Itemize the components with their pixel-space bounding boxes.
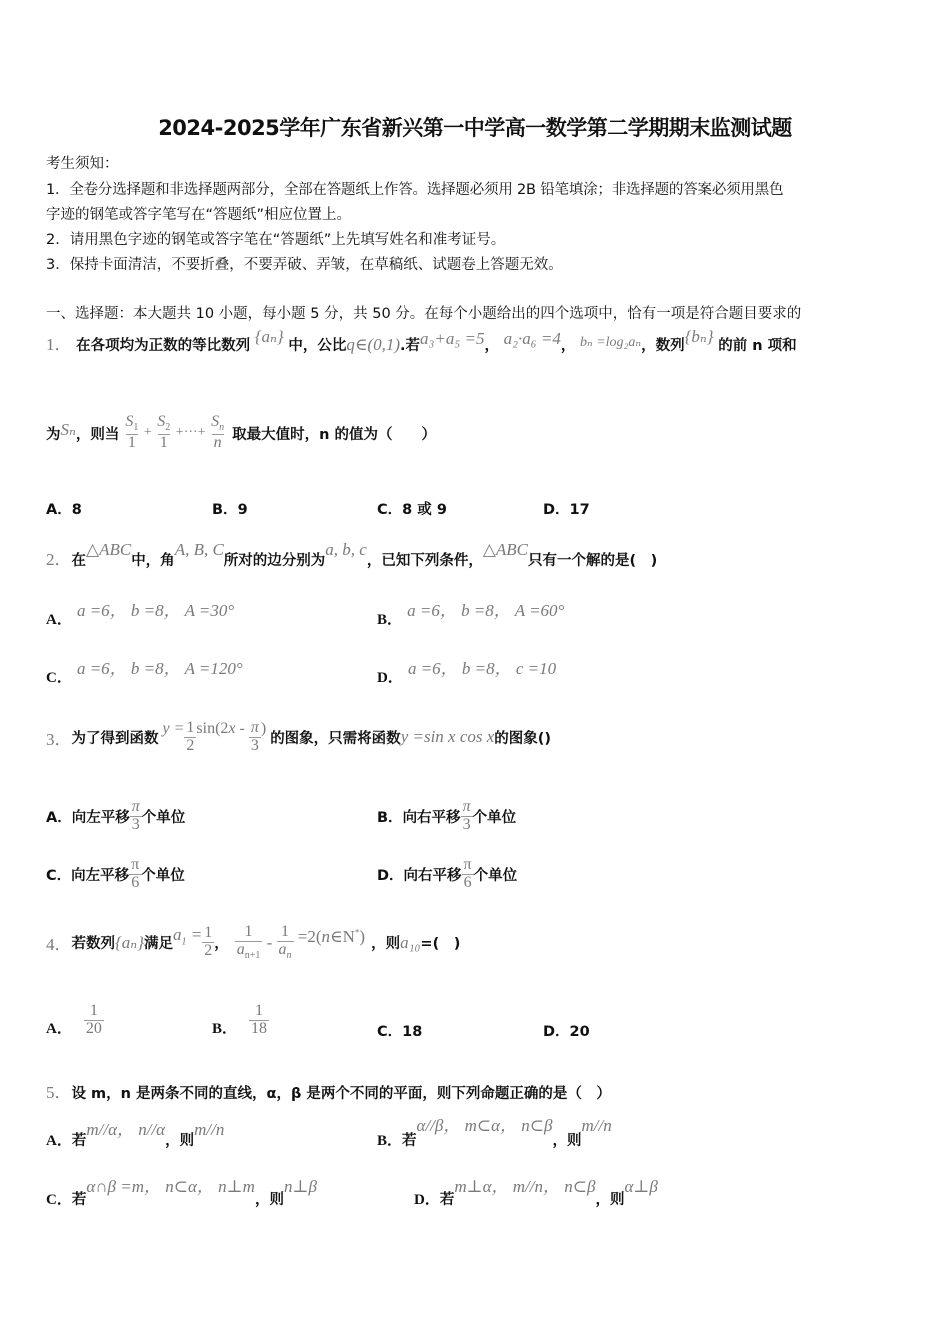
section-heading: 一、选择题：本大题共 10 小题，每小题 5 分，共 50 分。在每个小题给出的四个选项中，恰有一项是符合题目要求的 [46, 306, 802, 322]
fraction-half: $\frac{1}{2}$ [204, 924, 213, 959]
q5-option-d[interactable]: D．若m⊥α， m//n， n⊂β，则α⊥β [414, 1177, 658, 1208]
q1-option-a[interactable]: A．8 [46, 502, 82, 518]
fraction-s1: $\frac{S_1}{1}$ [125, 413, 139, 451]
math-expr: {bₙ} [684, 327, 714, 346]
q3-option-a[interactable]: A． 向左平移 $\frac{\pi}{3}$ 个单位 [46, 797, 186, 833]
fraction-pi-3: $\frac{\pi}{3}$ [131, 797, 140, 833]
q1-option-b[interactable]: B．9 [212, 502, 248, 518]
question-2-stem: 2．在△ABC中，角A, B, C所对的边分别为a, b, c，已知下列条件，△ABC只有一个解的是( ) [46, 540, 658, 569]
q3-option-c[interactable]: C． 向左平移 $\frac{\pi}{6}$ 个单位 [46, 855, 185, 891]
math-expr: bₙ =log₂aₙ [580, 335, 642, 350]
q4-option-b[interactable]: B． $\frac{1}{18}$ [212, 1002, 268, 1038]
notice-item-1-cont: 字迹的钢笔或答字笔写在“答题纸”相应位置上。 [46, 207, 352, 223]
math-expr: a₁₀ [400, 932, 421, 952]
fraction-pi-3: $\frac{\pi}{3}$ [250, 718, 259, 754]
fraction-pi-3: $\frac{\pi}{3}$ [462, 797, 471, 833]
math-expr: △ABC [86, 540, 132, 559]
q2-option-d[interactable]: D． a =6， b =8， c =10 [377, 659, 557, 686]
question-3-stem: 3． 为了得到函数 y = $\frac{1}{2}$ sin(2x - $\frac{\pi}{3}$ ) 的图象，只需将函数 y =sin x cos x 的图象() [46, 718, 552, 754]
notice-item-3: 3．保持卡面清洁，不要折叠，不要弄破、弄皱，在草稿纸、试题卷上答题无效。 [46, 257, 563, 273]
q2-option-c[interactable]: C． a =6， b =8， A =120° [46, 659, 243, 686]
question-1-line-1: 1． 在各项均为正数的等比数列 {aₙ} 中，公比q∈(0,1).若a₃+a₅ =5， a₂·a₆ =4， bₙ =log₂aₙ，数列{bₙ} 的前 n 项和 [46, 327, 797, 354]
fraction-sn: $\frac{S_n}{n}$ [211, 413, 225, 451]
math-expr: A, B, C [174, 540, 224, 559]
math-expr: {aₙ} [115, 932, 144, 952]
fraction-pi-6: $\frac{\pi}{6}$ [131, 855, 140, 891]
math-expr: a₂·a₆ =4 [503, 329, 561, 348]
notice-item-2: 2．请用黑色字迹的钢笔或答字笔在“答题纸”上先填写姓名和准考证号。 [46, 232, 506, 248]
q4-option-d[interactable]: D．20 [543, 1024, 590, 1040]
page-title: 2024-2025学年广东省新兴第一中学高一数学第二学期期末监测试题 [158, 116, 792, 140]
q5-option-b[interactable]: B．若α//β， m⊂α， n⊂β，则m//n [377, 1116, 612, 1149]
q4-option-c[interactable]: C．18 [377, 1024, 423, 1040]
q5-option-c[interactable]: C．若α∩β =m， n⊂α， n⊥m，则n⊥β [46, 1177, 317, 1208]
math-expr: Sₙ [60, 420, 76, 439]
q1-option-d[interactable]: D．17 [543, 502, 590, 518]
fraction-s2: $\frac{S_2}{1}$ [157, 413, 171, 451]
fraction-pi-6: $\frac{\pi}{6}$ [463, 855, 472, 891]
q2-option-b[interactable]: B． a =6， b =8， A =60° [377, 601, 565, 628]
question-5-stem: 5．设 m，n 是两条不同的直线，α，β 是两个不同的平面，则下列命题正确的是（ ） [46, 1083, 611, 1102]
math-expr: a₃+a₅ =5 [420, 329, 485, 348]
fraction-1-over-an: $\frac{1}{a_n}$ [278, 922, 292, 961]
q4-option-a[interactable]: A． $\frac{1}{20}$ [46, 1002, 102, 1038]
math-expr: {aₙ} [254, 327, 284, 346]
math-expr: △ABC [482, 540, 529, 559]
math-expr: q∈(0,1) [346, 335, 400, 354]
q3-option-d[interactable]: D． 向右平移 $\frac{\pi}{6}$ 个单位 [377, 855, 518, 891]
notice-heading: 考生须知： [46, 156, 119, 172]
question-number: 1． [46, 335, 72, 354]
question-1-line-2: 为 Sₙ ，则当 $\frac{S_1}{1}$ + $\frac{S_2}{1}$ +···+ $\frac{S_n}{n}$ 取最大值时，n 的值为（ ） [46, 413, 436, 451]
question-4-stem: 4． 若数列 {aₙ} 满足 $a_1$ = $\frac{1}{2}$ ， $\frac{1}{a_{n+1}}$ - $\frac{1}{a_n}$ =2(n∈N*) ，则 a₁₀ =( ) [46, 922, 461, 961]
fraction-1-over-an1: $\frac{1}{a_{n+1}}$ [236, 922, 261, 961]
notice-item-1: 1．全卷分选择题和非选择题两部分，全部在答题纸上作答。选择题必须用 2B 铅笔填涂；非选择题的答案必须用黑色 [46, 182, 784, 198]
q1-option-c[interactable]: C．8 或 9 [377, 502, 447, 518]
math-expr: y =sin x cos x [400, 727, 495, 746]
q5-option-a[interactable]: A．若m//α， n//α，则m//n [46, 1120, 225, 1149]
q3-option-b[interactable]: B． 向右平移 $\frac{\pi}{3}$ 个单位 [377, 797, 517, 833]
math-expr: a, b, c [325, 540, 367, 559]
fraction-half: $\frac{1}{2}$ [186, 718, 195, 754]
q2-option-a[interactable]: A． a =6， b =8， A =30° [46, 601, 235, 628]
